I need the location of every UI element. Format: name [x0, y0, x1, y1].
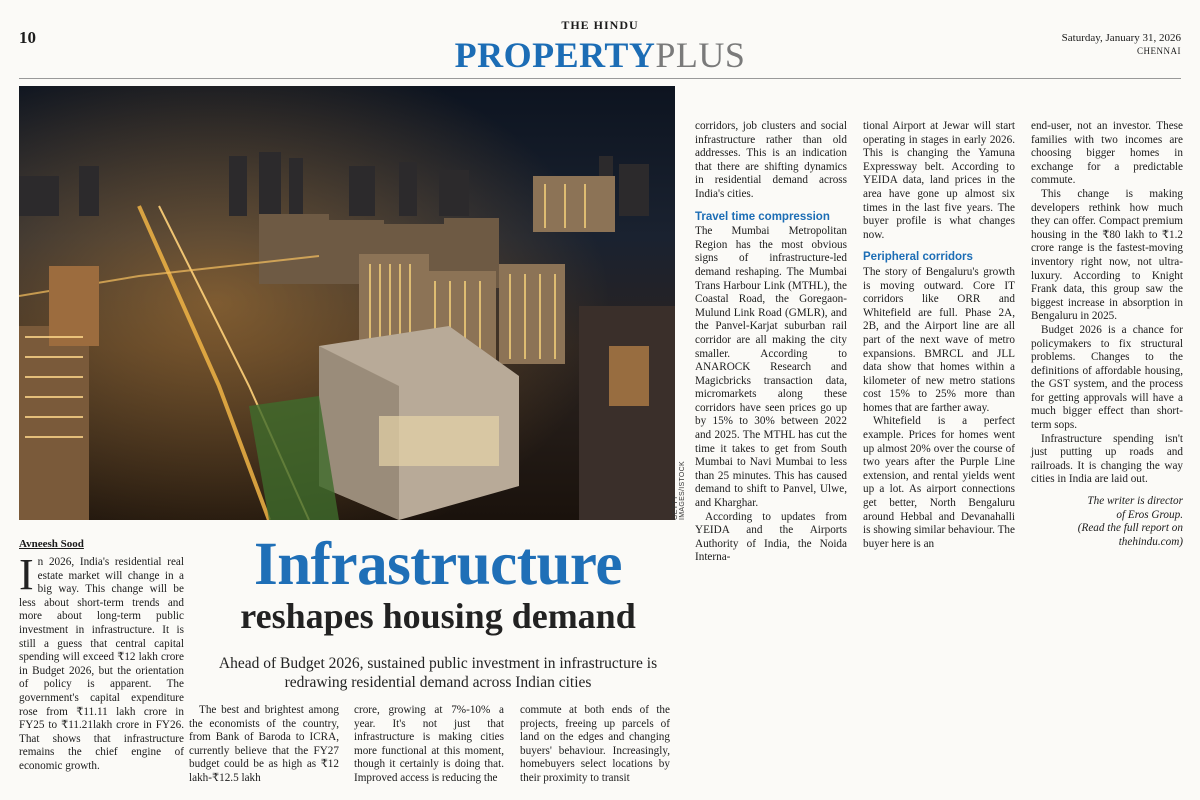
column-b-text: The best and brightest among the economists of the country, from Bank of Baroda to ICRA, currently believe that the FY27 budget could be as high as ₹12 lakh-₹12.5 lakh [189, 704, 339, 784]
column-g-para-2: This change is making developers rethink how much they can offer. Compact premium housing in the ₹80 lakh to ₹1.2 crore range is the fastest-moving inventory right now, not ultra-luxury. According to Knight Frank data, this group saw the biggest increase in absorption in Bengaluru in 2025. [1031, 187, 1183, 323]
column-g-para-4: Infrastructure spending isn't just putting up roads and railroads. It is changing the way cities in India are laid out. [1031, 432, 1183, 486]
column-d-text: commute at both ends of the projects, freeing up parcels of land on the edges and changing buyers' behaviour. Increasingly, homebuyers select locations by their proximity to transit [520, 704, 670, 784]
subhead-peripheral: Peripheral corridors [863, 251, 973, 264]
travel-paragraph-1: The Mumbai Metropolitan Region has the most obvious signs of infrastructure-led demand reshaping. The Mumbai Trans Harbour Link (MTHL), the Coastal Road, the Goregaon-Mulund Link Road (GMLR), and the Panvel-Karjat suburban rail corridor are all making the city smaller. According to ANAROCK Research and Magicbricks transaction data, micromarkets along these corridors have seen prices go up by 15% to 30% between 2022 and 2025. The MTHL has cut the time it takes to get from South Mumbai to Navi Mumbai to less than 25 minutes. This has caused demand to shift to Panvel, Ulwe, and Kharghar. [695, 225, 847, 510]
column-g-para-1: end-user, not an investor. These families with two incomes are choosing bigger homes in exchange for a predictable commute. [1031, 120, 1183, 187]
column-lead [19, 550, 184, 774]
newspaper-brand: THE HINDU [561, 18, 639, 32]
footnote-line-4: thehindu.com) [1118, 535, 1183, 548]
lead-text: n 2026, India's residential real estate market will change in a big way. This change will be less about short-term trends and more about long-term public investment in infrastructure. It is still a guess that central capital spending will exceed ₹12 lakh crore in Budget 2026, but the orientation of policy is apparent. The government's capital expenditure rose from ₹11.11 lakh crore in FY25 to ₹11.21lakh crore in FY26. That shows that infrastructure remains the chief engine of economic growth. [19, 556, 184, 772]
byline: Avneesh Sood [19, 538, 84, 550]
issue-date-block [1062, 32, 1181, 58]
masthead-rule [19, 78, 1181, 79]
subhead-travel-time: Travel time compression [695, 210, 830, 223]
footnote-line-1: The writer is director [1087, 495, 1183, 508]
peripheral-paragraph-1: The story of Bengaluru's growth is moving outward. Core IT corridors like ORR and Whitefield are full. Phase 2A, 2B, and the Airport line are all part of the next wave of metro expansions. BMRCL and JLL data show that homes within a kilometer of new metro stations cost 15% to 25% more than homes that are farther away. [863, 265, 1015, 414]
column-g [1031, 120, 1183, 549]
column-b [189, 704, 339, 786]
column-f [863, 120, 1015, 551]
column-g-para-3: Budget 2026 is a chance for policymakers to fix structural problems. Changes to the definitions of affordable housing, the GST system, and the process for getting approvals will have a much bigger effect than short-term sops. [1031, 323, 1183, 432]
column-f-intro: tional Airport at Jewar will start operating in stages in early 2026. This is changing the Yamuna Expressway belt. According to YEIDA data, land prices in the area have gone up almost six times in the last five years. The buyer profile is what changes now. [863, 120, 1015, 241]
photo-credit: GETTY IMAGES/ISTOCK [672, 460, 686, 520]
column-d [520, 704, 670, 786]
issue-date: Saturday, January 31, 2026 [1061, 32, 1181, 44]
dropcap: I [19, 550, 34, 599]
column-c [354, 704, 504, 786]
section-title-plus: PLUS [655, 35, 746, 75]
column-e-intro: corridors, job clusters and social infrastructure rather than old addresses. This is an indication that there are shifting dynamics in residential demand across India's cities. [695, 120, 847, 200]
column-e [695, 120, 847, 565]
peripheral-paragraph-2: Whitefield is a perfect example. Prices for homes went up almost 20% over the course of two years after the Purple Line extension, and rental yields went up a lot. As airport connections get better, North Bengaluru around Hebbal and Devanahalli is showing similar behaviour. The buyer here is an [863, 415, 1015, 550]
author-footnote [1031, 495, 1183, 549]
footnote-line-2: of Eros Group. [1116, 508, 1183, 521]
standfirst: Ahead of Budget 2026, sustained public investment in infrastructure is redrawing residential demand across Indian cities [218, 655, 658, 691]
section-title [0, 34, 1200, 76]
column-c-text: crore, growing at 7%-10% a year. It's not just that infrastructure is making cities more functional at this moment, though it certainly is doing that. Improved access is reducing the [354, 704, 504, 784]
travel-paragraph-2: According to updates from YEIDA and the Airports Authority of India, the Noida Interna- [695, 510, 847, 564]
headline-main: Infrastructure [254, 531, 622, 598]
headline-sub: reshapes housing demand [240, 596, 636, 636]
lead-paragraph [19, 550, 184, 774]
page-number: 10 [19, 28, 36, 47]
section-title-property: PROPERTY [454, 35, 656, 75]
footnote-line-3: (Read the full report on [1077, 522, 1183, 535]
edition-city: CHENNAI [1137, 46, 1181, 56]
city-night-photo [19, 86, 675, 520]
